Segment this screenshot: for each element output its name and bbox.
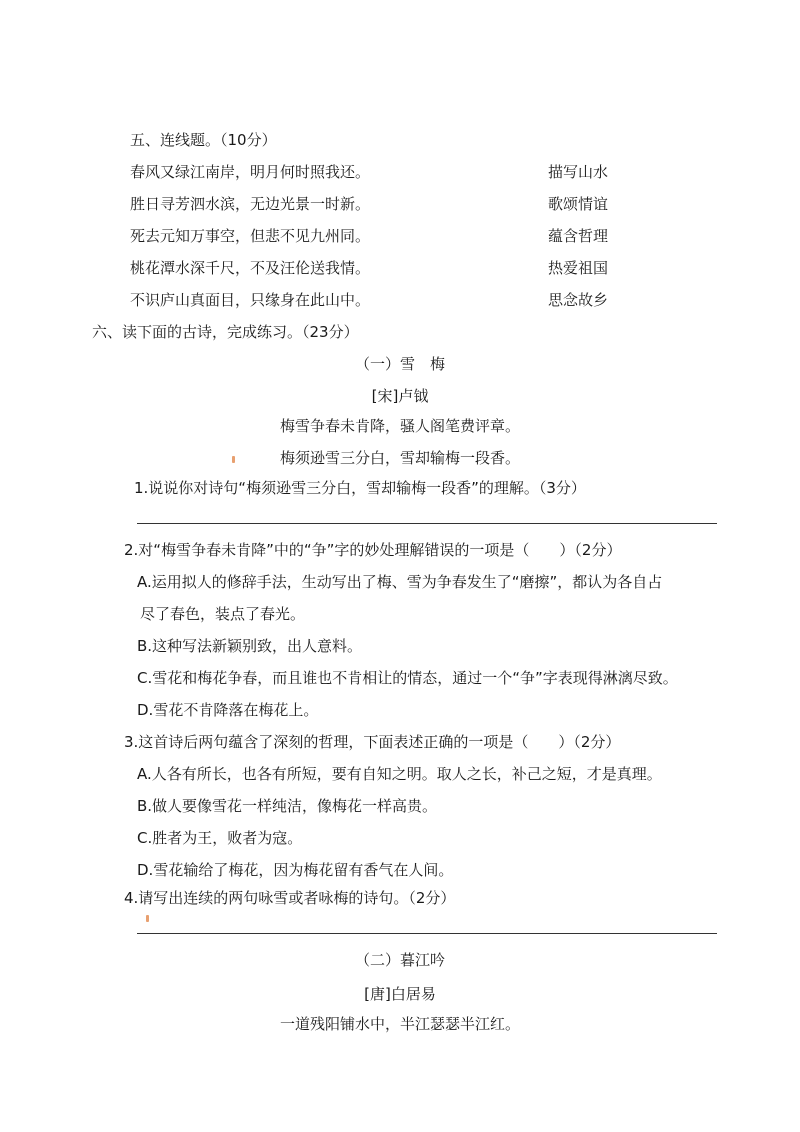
poem-line: 胜日寻芳泗水滨，无边光景一时新。 bbox=[130, 195, 371, 213]
option: B.这种写法新颖别致，出人意料。 bbox=[137, 637, 363, 655]
poem-author: [宋]卢钺 bbox=[371, 387, 429, 405]
question-3: 3.这首诗后两句蕴含了深刻的哲理，下面表述正确的一项是（ ）（2分） bbox=[124, 733, 621, 751]
scan-mark bbox=[146, 915, 149, 922]
theme-item: 热爱祖国 bbox=[548, 259, 609, 277]
theme-item: 歌颂情谊 bbox=[548, 195, 609, 213]
section-6-title: 六、读下面的古诗，完成练习。（23分） bbox=[92, 323, 359, 341]
theme-item: 蕴含哲理 bbox=[548, 227, 609, 245]
answer-line bbox=[137, 933, 717, 934]
answer-line bbox=[137, 523, 717, 524]
poem-title: （二）暮江吟 bbox=[354, 951, 445, 969]
question-4: 4.请写出连续的两句咏雪或者咏梅的诗句。（2分） bbox=[124, 889, 456, 907]
option: B.做人要像雪花一样纯洁，像梅花一样高贵。 bbox=[137, 797, 438, 815]
option: C.胜者为王，败者为寇。 bbox=[137, 829, 303, 847]
poem-title: （一）雪 梅 bbox=[354, 355, 445, 373]
scan-mark bbox=[232, 456, 235, 463]
poem-line: 死去元知万事空，但悲不见九州同。 bbox=[130, 227, 371, 245]
question-2: 2.对“梅雪争春未肯降”中的“争”字的妙处理解错误的一项是（ ）（2分） bbox=[124, 541, 622, 559]
option: D.雪花输给了梅花，因为梅花留有香气在人间。 bbox=[137, 861, 454, 879]
option-continued: 尽了春色，装点了春光。 bbox=[140, 605, 306, 623]
option: A.运用拟人的修辞手法，生动写出了梅、雪为争春发生了“磨擦”，都认为各自占 bbox=[137, 573, 663, 591]
theme-item: 描写山水 bbox=[548, 163, 609, 181]
poem-line: 春风又绿江南岸，明月何时照我还。 bbox=[130, 163, 371, 181]
option: D.雪花不肯降落在梅花上。 bbox=[137, 701, 319, 719]
poem-line: 不识庐山真面目，只缘身在此山中。 bbox=[130, 291, 371, 309]
poem-author: [唐]白居易 bbox=[364, 985, 436, 1003]
section-5-title: 五、连线题。（10分） bbox=[130, 131, 277, 149]
poem-line: 一道残阳铺水中，半江瑟瑟半江红。 bbox=[279, 1015, 520, 1033]
option: A.人各有所长，也各有所短，要有自知之明。取人之长，补己之短，才是真理。 bbox=[137, 765, 662, 783]
option: C.雪花和梅花争春，而且谁也不肯相让的情态，通过一个“争”字表现得淋漓尽致。 bbox=[137, 669, 678, 687]
theme-item: 思念故乡 bbox=[548, 291, 609, 309]
poem-line: 桃花潭水深千尺，不及汪伦送我情。 bbox=[130, 259, 371, 277]
poem-line: 梅须逊雪三分白，雪却输梅一段香。 bbox=[279, 449, 520, 467]
poem-line: 梅雪争春未肯降，骚人阁笔费评章。 bbox=[279, 417, 520, 435]
question-1: 1.说说你对诗句“梅须逊雪三分白，雪却输梅一段香”的理解。（3分） bbox=[134, 479, 586, 497]
